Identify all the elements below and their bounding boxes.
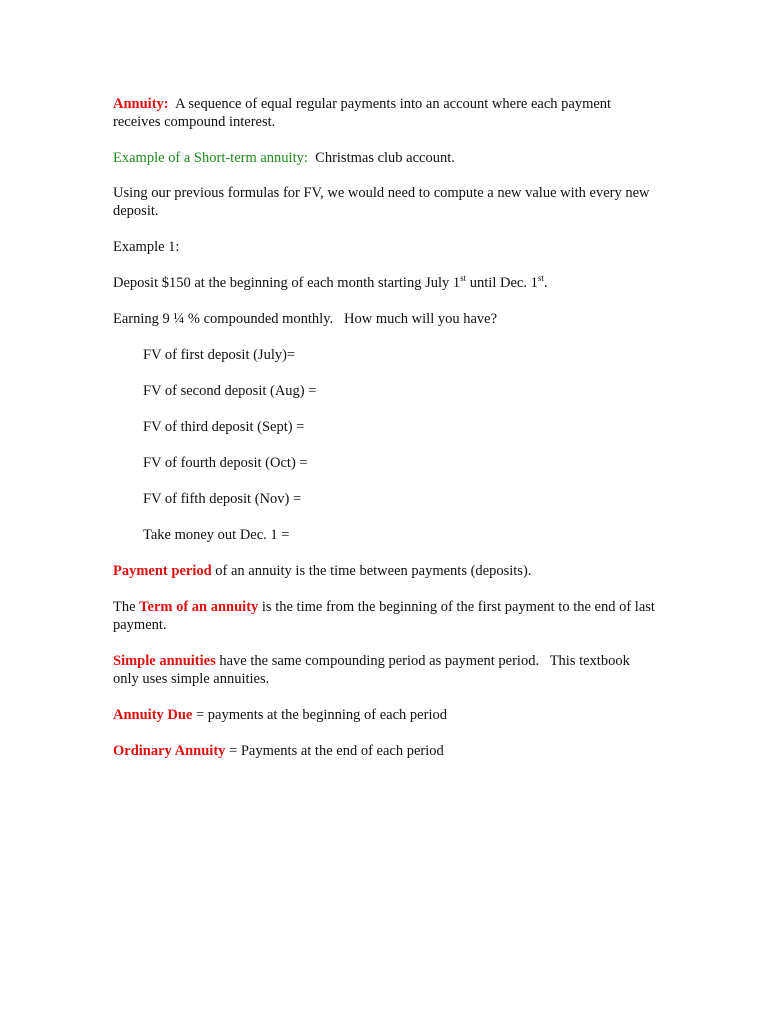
earning-paragraph: Earning 9 ¼ % compounded monthly. How much will you have? <box>113 311 498 327</box>
deposit-text-c: . <box>543 275 548 291</box>
ordinary-annuity-paragraph <box>113 742 658 760</box>
take-money-out-line: Take money out Dec. 1 = <box>143 527 290 543</box>
previous-formulas-paragraph: Using our previous formulas for FV, we would need to compute a new value with every new deposit. <box>113 185 650 219</box>
payment-period-paragraph <box>113 562 658 580</box>
term-of-annuity-text: is the time from the beginning of the first payment to the end of last payment. <box>113 599 655 633</box>
deposit-sup-b: st <box>537 273 544 283</box>
fv-line-fourth: FV of fourth deposit (Oct) = <box>143 455 308 471</box>
term-of-annuity-term: Term of an annuity <box>139 599 259 615</box>
term-of-annuity-paragraph <box>113 598 658 634</box>
fv-line-third: FV of third deposit (Sept) = <box>143 419 305 435</box>
annuity-due-text: = payments at the beginning of each period <box>196 707 447 723</box>
simple-annuities-paragraph <box>113 652 658 688</box>
fv-line-fifth: FV of fifth deposit (Nov) = <box>143 491 302 507</box>
annuity-due-paragraph <box>113 706 658 724</box>
short-term-example-label: Example of a Short-term annuity: <box>113 150 308 166</box>
simple-annuities-text: have the same compounding period as payment period. This textbook only uses simple annuities. <box>113 653 634 687</box>
fv-line-first: FV of first deposit (July)= <box>143 347 296 363</box>
short-term-example <box>113 149 658 167</box>
payment-period-term: Payment period <box>113 563 212 579</box>
example-1-heading: Example 1: <box>113 239 180 255</box>
deposit-sup-a: st <box>460 273 467 283</box>
ordinary-annuity-text: = Payments at the end of each period <box>229 743 444 759</box>
deposit-text-b: until Dec. 1 <box>469 275 538 291</box>
fv-line-second: FV of second deposit (Aug) = <box>143 383 317 399</box>
simple-annuities-term: Simple annuities <box>113 653 216 669</box>
payment-period-text: of an annuity is the time between payments (deposits). <box>215 563 532 579</box>
deposit-paragraph <box>113 274 658 292</box>
term-of-annuity-prefix: The <box>113 599 136 615</box>
annuity-term: Annuity: <box>113 96 169 112</box>
annuity-definition-text: A sequence of equal regular payments into an account where each payment receives compound interest. <box>113 96 612 130</box>
annuity-definition <box>113 95 658 131</box>
deposit-text-a: Deposit $150 at the beginning of each month starting July 1 <box>113 275 461 291</box>
short-term-example-text: Christmas club account. <box>315 150 455 166</box>
ordinary-annuity-term: Ordinary Annuity <box>113 743 226 759</box>
annuity-due-term: Annuity Due <box>113 707 193 723</box>
